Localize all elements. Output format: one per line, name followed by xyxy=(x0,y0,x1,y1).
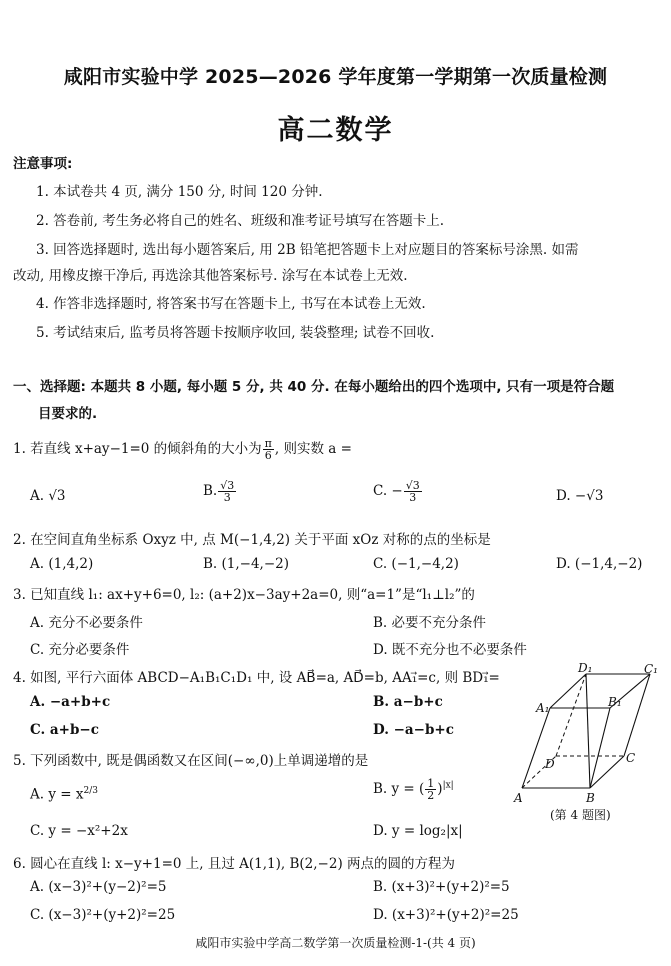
q1-b-den: 3 xyxy=(223,491,231,504)
q1-stem-b: , 则实数 a = xyxy=(274,441,352,457)
q5-option-c: C. y = −x²+2x xyxy=(30,823,128,839)
diagonal-bd1 xyxy=(586,674,590,788)
edge-cc1 xyxy=(624,674,650,756)
q1-option-b xyxy=(203,480,237,503)
q1-c-prefix: C. − xyxy=(373,483,403,499)
section-heading-cont: 目要求的. xyxy=(38,406,98,422)
q1-b-num: √3 xyxy=(220,479,235,492)
label-C: C xyxy=(626,751,636,765)
question-2-stem: 2. 在空间直角坐标系 Oxyz 中, 点 M(−1,4,2) 关于平面 xOz 对称的点的坐标是 xyxy=(13,532,491,548)
q2-option-a: A. (1,4,2) xyxy=(30,556,94,572)
label-A: A xyxy=(514,791,523,805)
section-heading: 一、选择题: 本题共 8 小题, 每小题 5 分, 共 40 分. 在每小题给出的四个选项中, 只有一项是符合题 xyxy=(13,379,615,395)
q6-option-d: D. (x+3)²+(y+2)²=25 xyxy=(373,907,519,923)
q1-frac-den: 6 xyxy=(264,449,272,462)
label-B1: B₁ xyxy=(608,695,622,709)
q1-stem-a: 1. 若直线 x+ay−1=0 的倾斜角的大小为 xyxy=(13,441,262,457)
question-4-stem: 4. 如图, 平行六面体 ABCD−A₁B₁C₁D₁ 中, 设 AB⃗=a, AD⃗=b, AA₁⃗=c, 则 BD₁⃗= xyxy=(13,670,500,686)
notice-item: 3. 回答选择题时, 选出每小题答案后, 用 2B 铅笔把答题卡上对应题目的答案标号涂黑. 如需 xyxy=(36,242,579,258)
q5-option-d: D. y = log₂|x| xyxy=(373,823,463,839)
q5-option-a xyxy=(30,786,98,803)
exam-title: 咸阳市实验中学 2025—2026 学年度第一学期第一次质量检测 xyxy=(63,66,608,88)
q6-option-b: B. (x+3)²+(y+2)²=5 xyxy=(373,879,510,895)
q6-option-c: C. (x−3)²+(y+2)²=25 xyxy=(30,907,176,923)
question-1-stem xyxy=(13,437,352,461)
q3-option-a: A. 充分不必要条件 xyxy=(30,615,143,631)
question-6-stem: 6. 圆心在直线 l: x−y+1=0 上, 且过 A(1,1), B(2,−2) 两点的圆的方程为 xyxy=(13,856,455,872)
q1-frac-num: π xyxy=(264,437,272,450)
q5-a-base: A. y = x xyxy=(30,786,84,803)
q3-option-b: B. 必要不充分条件 xyxy=(373,615,487,631)
q1-c-fraction xyxy=(404,480,422,503)
q2-option-b: B. (1,−4,−2) xyxy=(203,556,290,572)
q1-b-prefix: B. xyxy=(203,483,218,499)
q1-c-num: √3 xyxy=(405,479,420,492)
label-B: B xyxy=(586,791,595,805)
figure-caption: (第 4 题图) xyxy=(550,808,611,822)
q5-b-exponent: |x| xyxy=(442,780,454,791)
notice-item: 改动, 用橡皮擦干净后, 再选涂其他答案标号. 涂写在本试卷上无效. xyxy=(13,268,408,284)
label-A1: A₁ xyxy=(536,701,550,715)
edge-aa1 xyxy=(522,708,550,788)
q1-option-c xyxy=(373,480,423,503)
notice-item: 5. 考试结束后, 监考员将答题卡按顺序收回, 装袋整理; 试卷不回收. xyxy=(36,325,435,341)
notice-item: 2. 答卷前, 考生务必将自己的姓名、班级和准考证号填写在答题卡上. xyxy=(36,213,445,229)
q2-option-c: C. (−1,−4,2) xyxy=(373,556,459,572)
q3-option-d: D. 既不充分也不必要条件 xyxy=(373,642,527,658)
exam-subject: 高二数学 xyxy=(277,115,394,146)
parallelepiped-figure xyxy=(512,660,662,825)
q5-b-fraction xyxy=(425,778,436,801)
q1-c-den: 3 xyxy=(409,491,417,504)
q5-b-num: 1 xyxy=(427,777,435,790)
label-D1: D₁ xyxy=(578,661,593,675)
notice-item: 1. 本试卷共 4 页, 满分 150 分, 时间 120 分钟. xyxy=(36,184,323,200)
q1-fraction xyxy=(263,438,274,461)
edge-dd1-hidden xyxy=(556,674,586,756)
edge-d1a1 xyxy=(550,674,586,708)
q5-a-exponent: 2/3 xyxy=(83,786,98,796)
q1-b-fraction xyxy=(218,480,236,503)
q5-b-prefix: B. y = ( xyxy=(373,781,425,797)
q2-option-d: D. (−1,4,−2) xyxy=(556,556,643,572)
q4-option-a: A. −a+b+c xyxy=(30,694,111,710)
label-C1: C₁ xyxy=(644,662,658,676)
q3-option-c: C. 充分必要条件 xyxy=(30,642,130,658)
q5-b-suffix: ) xyxy=(437,781,443,797)
q5-option-b xyxy=(373,778,454,801)
label-D: D xyxy=(545,757,555,771)
edge-bb1 xyxy=(590,708,610,788)
q4-option-c: C. a+b−c xyxy=(30,722,99,738)
question-3-stem: 3. 已知直线 l₁: ax+y+6=0, l₂: (a+2)x−3ay+2a=0, 则“a=1”是“l₁⊥l₂”的 xyxy=(13,587,475,603)
q6-option-a: A. (x−3)²+(y−2)²=5 xyxy=(30,879,167,895)
q4-option-b: B. a−b+c xyxy=(373,694,443,710)
q5-b-den: 2 xyxy=(427,789,435,802)
q1-option-d: D. −√3 xyxy=(556,488,604,504)
edge-bc xyxy=(590,756,624,788)
question-5-stem: 5. 下列函数中, 既是偶函数又在区间(−∞,0)上单调递增的是 xyxy=(13,753,369,769)
notice-heading: 注意事项: xyxy=(13,156,73,172)
q4-option-d: D. −a−b+c xyxy=(373,722,454,738)
notice-item: 4. 作答非选择题时, 将答案书写在答题卡上, 书写在本试卷上无效. xyxy=(36,296,426,312)
q1-option-a: A. √3 xyxy=(30,488,66,504)
page-footer: 咸阳市实验中学高二数学第一次质量检测-1-(共 4 页) xyxy=(195,936,476,950)
